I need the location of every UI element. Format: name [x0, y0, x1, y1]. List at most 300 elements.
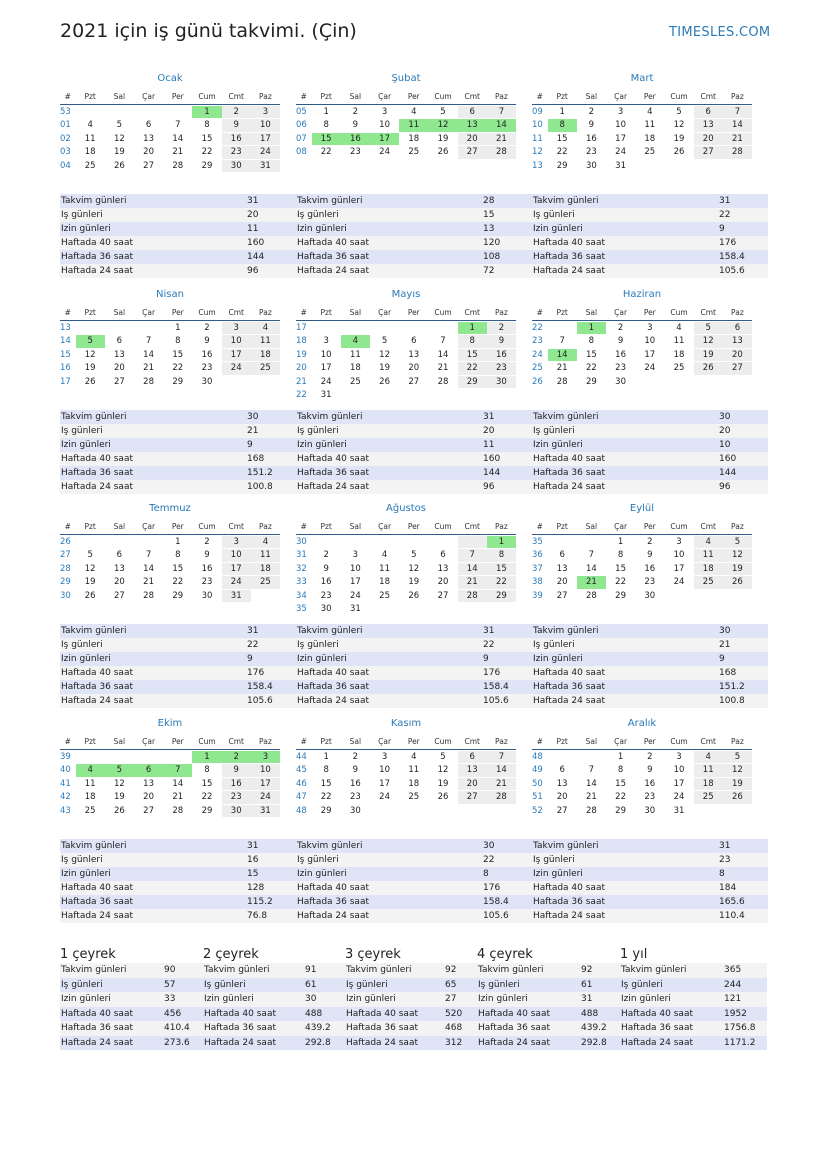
month-stats: [60, 839, 296, 923]
day-cell: 16: [487, 349, 516, 362]
stat-value: 15: [247, 869, 259, 879]
week-row: [60, 146, 280, 160]
day-cell: 5: [116, 120, 123, 130]
month-calendar: [60, 717, 280, 818]
weekday-label: Çar: [378, 91, 392, 101]
week-number: 30: [296, 536, 307, 547]
stat-row: [296, 250, 532, 264]
day-cell: 17: [644, 349, 656, 360]
week-number: 13: [60, 322, 71, 333]
day-cell: 21: [585, 792, 597, 802]
day-cell: 7: [487, 106, 516, 119]
day-cell: [76, 536, 105, 549]
week-row: [296, 146, 516, 160]
day-cell: 23: [585, 147, 597, 157]
day-cell: [341, 322, 370, 335]
day-cell: 28: [143, 376, 154, 387]
stat-value: 96: [483, 482, 495, 492]
day-cell: 17: [349, 577, 361, 587]
stat-row: [532, 236, 768, 250]
stat-value: 9: [719, 224, 725, 234]
stat-row: [296, 208, 532, 222]
stat-label: İzin günleri: [61, 654, 111, 664]
stat-row: [532, 666, 768, 680]
stat-label: Haftada 24 saat: [346, 1037, 418, 1048]
weekday-label: Çar: [378, 736, 392, 746]
stat-value: 16: [247, 855, 259, 865]
day-cell: 26: [437, 792, 449, 802]
stat-row: [203, 992, 345, 1007]
stat-value: 31: [247, 841, 259, 851]
stat-value: 144: [247, 252, 265, 262]
weekday-label: Per: [643, 307, 656, 317]
day-cell: 12: [379, 349, 390, 360]
day-cell: 8: [323, 120, 329, 130]
month-stats: [296, 410, 532, 494]
day-cell: 13: [458, 119, 487, 132]
day-cell: 15: [172, 349, 184, 360]
day-cell: 14: [143, 563, 154, 574]
stat-row: [620, 963, 767, 978]
stat-label: Takvim günleri: [297, 841, 363, 851]
day-cell: [134, 322, 163, 335]
week-number: 27: [60, 550, 71, 560]
day-cell: 22: [487, 576, 516, 589]
week-number: 32: [296, 563, 307, 574]
day-cell: [105, 751, 134, 764]
week-number: 20: [296, 363, 307, 373]
stat-row: [60, 839, 296, 853]
stat-label: Haftada 36 saat: [478, 1023, 550, 1034]
weekday-label: Per: [407, 521, 420, 531]
day-cell: [399, 322, 428, 335]
stat-row: [296, 853, 532, 867]
day-cell: [723, 590, 752, 603]
stat-label: İş günleri: [346, 979, 388, 990]
stat-row: [345, 992, 477, 1007]
day-cell: 28: [585, 805, 597, 816]
day-cell: 27: [437, 590, 449, 601]
day-cell: 6: [559, 765, 565, 775]
stat-label: Takvim günleri: [204, 965, 270, 976]
week-number: 40: [60, 765, 71, 775]
day-cell: 26: [113, 160, 125, 171]
day-cell: 10: [615, 120, 626, 130]
stat-row: [60, 853, 296, 867]
day-cell: 22: [615, 577, 626, 587]
day-cell: [370, 805, 399, 818]
day-cell: 15: [615, 563, 626, 574]
weekday-label: Cmt: [464, 736, 480, 746]
stat-value: 410.4: [164, 1023, 190, 1034]
month-calendar: [60, 72, 280, 173]
weekday-label: Paz: [495, 521, 508, 531]
day-cell: 15: [556, 133, 568, 144]
day-cell: [487, 805, 516, 818]
stat-label: Haftada 36 saat: [61, 1023, 133, 1034]
stat-label: İzin günleri: [297, 654, 347, 664]
stat-value: 176: [483, 883, 501, 893]
stat-label: İş günleri: [297, 855, 339, 865]
stat-row: [296, 638, 532, 652]
stat-value: 31: [719, 196, 731, 206]
week-row: [532, 146, 752, 160]
week-number: 35: [296, 604, 307, 614]
month-name: Mart: [630, 73, 654, 84]
brand-link[interactable]: TIMESLES.COM: [669, 25, 771, 40]
day-cell: 8: [323, 765, 329, 775]
day-cell: 17: [673, 778, 685, 789]
day-cell: 30: [201, 376, 213, 387]
day-cell: 20: [143, 792, 154, 802]
month-9: [532, 502, 752, 603]
day-cell: 14: [585, 778, 597, 789]
day-cell: 29: [615, 590, 626, 601]
stat-label: Takvim günleri: [297, 196, 363, 206]
day-cell: 24: [251, 791, 280, 804]
weekday-header: [296, 520, 516, 535]
day-cell: 21: [172, 147, 184, 157]
week-row: [532, 375, 752, 389]
week-row: [296, 750, 516, 764]
weekday-label: Per: [643, 736, 656, 746]
week-number: 02: [60, 133, 71, 144]
day-cell: 1: [458, 322, 487, 335]
month-11: [296, 717, 516, 818]
week-number: 52: [532, 805, 543, 816]
day-cell: 2: [352, 751, 359, 762]
month-calendar: [532, 288, 752, 389]
day-cell: [577, 751, 606, 764]
week-number: 22: [296, 390, 307, 400]
stat-row: [60, 909, 296, 923]
day-cell: 17: [320, 363, 332, 373]
stat-row: [477, 992, 620, 1007]
day-cell: 16: [644, 563, 656, 574]
day-cell: 6: [458, 751, 487, 764]
day-cell: [428, 603, 457, 616]
day-cell: 23: [201, 363, 213, 373]
stat-row: [345, 1021, 477, 1036]
stat-row: [296, 236, 532, 250]
day-cell: 13: [556, 563, 568, 574]
month-stats: [532, 839, 768, 923]
day-cell: 20: [556, 792, 568, 802]
stat-row: [296, 652, 532, 666]
week-number: 47: [296, 792, 307, 802]
day-cell: 5: [87, 550, 93, 560]
weekday-label: Pzt: [320, 521, 332, 531]
week-row: [532, 535, 752, 549]
stat-row: [60, 438, 296, 452]
stat-label: Haftada 24 saat: [297, 482, 369, 492]
week-row: [296, 389, 516, 403]
day-cell: 29: [487, 590, 516, 603]
weekday-label: Cum: [434, 307, 452, 317]
stat-label: İzin günleri: [478, 994, 528, 1005]
day-cell: 28: [585, 590, 597, 601]
week-row: [532, 562, 752, 576]
weekday-label: Per: [171, 521, 184, 531]
day-cell: 12: [428, 119, 457, 132]
month-name: Temmuz: [149, 503, 191, 514]
stat-value: 244: [724, 979, 742, 990]
day-cell: 3: [617, 106, 624, 117]
day-cell: 2: [204, 322, 210, 333]
stat-row: [477, 1036, 620, 1051]
stat-label: İzin günleri: [533, 440, 583, 450]
stat-value: 65: [445, 979, 457, 990]
week-number: 42: [60, 792, 71, 802]
week-number: 33: [296, 577, 307, 587]
day-cell: 28: [487, 791, 516, 804]
month-calendar: [296, 288, 516, 402]
day-cell: [105, 322, 134, 335]
week-row: [60, 105, 280, 119]
stat-label: Haftada 36 saat: [61, 897, 133, 907]
day-cell: 8: [487, 549, 516, 562]
day-cell: 30: [585, 160, 597, 171]
day-cell: 9: [352, 765, 359, 775]
stat-value: 292.8: [305, 1037, 331, 1048]
day-cell: 15: [312, 133, 341, 146]
day-cell: 20: [723, 349, 752, 362]
day-cell: 30: [615, 376, 626, 387]
day-cell: [370, 603, 399, 616]
stat-label: Takvim günleri: [61, 626, 127, 636]
day-cell: [458, 603, 487, 616]
day-cell: 1: [617, 751, 624, 762]
day-cell: [428, 389, 457, 402]
day-cell: 11: [251, 549, 280, 562]
stat-value: 91: [305, 965, 317, 976]
weekday-label: Çar: [142, 91, 156, 101]
day-cell: 6: [723, 322, 752, 335]
week-row: [60, 576, 280, 590]
week-number: 28: [60, 563, 71, 574]
day-cell: [635, 376, 664, 389]
weekday-label: Pzt: [556, 521, 568, 531]
stat-row: [532, 410, 768, 424]
stat-value: 9: [719, 654, 725, 664]
stat-row: [60, 236, 296, 250]
day-cell: 17: [673, 563, 685, 574]
stat-row: [60, 480, 296, 494]
stat-value: 9: [247, 440, 253, 450]
day-cell: 13: [143, 778, 154, 789]
stat-value: 8: [483, 869, 489, 879]
day-cell: 19: [84, 363, 96, 373]
stat-value: 160: [247, 238, 265, 248]
stat-label: Haftada 24 saat: [61, 911, 133, 921]
stat-row: [60, 666, 296, 680]
day-cell: 26: [694, 362, 723, 375]
stat-row: [532, 652, 768, 666]
day-cell: 19: [379, 363, 390, 373]
stat-label: Haftada 40 saat: [61, 454, 133, 464]
week-number: 31: [296, 550, 307, 560]
month-name: Ekim: [157, 718, 183, 729]
day-cell: 13: [408, 349, 420, 360]
stat-row: [203, 978, 345, 993]
weekday-label: Cmt: [464, 521, 480, 531]
stat-label: İş günleri: [533, 426, 575, 436]
day-cell: 9: [487, 335, 516, 348]
week-number: 07: [296, 133, 307, 144]
week-number: 17: [60, 376, 71, 387]
weekday-label: #: [300, 91, 307, 101]
day-cell: 12: [408, 563, 420, 574]
stat-label: İzin günleri: [61, 440, 111, 450]
stat-value: 292.8: [581, 1037, 607, 1048]
stat-value: 121: [724, 994, 742, 1005]
day-cell: 21: [723, 133, 752, 146]
day-cell: 6: [145, 120, 152, 130]
month-calendar: [532, 502, 752, 603]
week-row: [296, 576, 516, 590]
weekday-header: [60, 520, 280, 535]
week-row: [296, 105, 516, 119]
stat-label: İzin günleri: [61, 224, 111, 234]
day-cell: 27: [458, 791, 487, 804]
day-cell: 17: [222, 563, 251, 576]
day-cell: 2: [647, 536, 653, 547]
day-cell: 24: [251, 146, 280, 159]
day-cell: 18: [673, 349, 685, 360]
stat-row: [60, 466, 296, 480]
day-cell: [664, 160, 693, 173]
weekday-label: #: [64, 521, 71, 531]
weekday-label: Pzt: [84, 307, 96, 317]
stat-value: 8: [719, 869, 725, 879]
weekday-label: Sal: [349, 91, 362, 101]
weekday-label: Cum: [670, 736, 688, 746]
week-number: 39: [60, 751, 71, 762]
day-cell: 28: [487, 146, 516, 159]
stat-label: İzin günleri: [61, 994, 111, 1005]
stat-value: 115.2: [247, 897, 273, 907]
stat-label: İzin günleri: [621, 994, 671, 1005]
stat-row: [296, 881, 532, 895]
month-stats: [532, 194, 768, 278]
week-number: 16: [60, 363, 71, 373]
day-cell: 22: [615, 792, 626, 802]
day-cell: 5: [723, 536, 752, 549]
stat-label: Haftada 24 saat: [61, 482, 133, 492]
stat-value: 20: [247, 210, 259, 220]
day-cell: 15: [615, 778, 626, 789]
stat-value: 22: [719, 210, 731, 220]
day-cell: [723, 805, 752, 818]
day-cell: 22: [556, 147, 568, 157]
weekday-label: Cmt: [464, 307, 480, 317]
day-cell: 27: [694, 146, 723, 159]
month-stats: [60, 194, 296, 278]
stat-row: [532, 424, 768, 438]
stat-label: Haftada 24 saat: [533, 482, 605, 492]
day-cell: 1: [192, 751, 221, 764]
day-cell: [163, 106, 192, 119]
day-cell: 19: [673, 133, 685, 144]
day-cell: 5: [76, 335, 105, 348]
day-cell: [341, 536, 370, 549]
day-cell: 22: [172, 363, 184, 373]
stat-row: [60, 208, 296, 222]
week-number: 30: [60, 590, 71, 601]
stat-row: [296, 867, 532, 881]
stat-row: [296, 424, 532, 438]
day-cell: 21: [487, 133, 516, 146]
stat-row: [345, 978, 477, 993]
week-row: [60, 119, 280, 133]
day-cell: 4: [694, 751, 723, 764]
quarter-title: 1 yıl: [620, 947, 648, 962]
day-cell: 29: [201, 805, 213, 816]
day-cell: 30: [222, 160, 251, 173]
day-cell: [723, 160, 752, 173]
day-cell: 10: [379, 765, 390, 775]
stat-row: [532, 466, 768, 480]
day-cell: 9: [323, 563, 329, 574]
day-cell: 1: [487, 536, 516, 549]
stat-value: 11: [483, 440, 495, 450]
day-cell: 31: [251, 160, 280, 173]
day-cell: 26: [84, 376, 96, 387]
weekday-label: Çar: [142, 736, 156, 746]
month-calendar: [296, 72, 516, 159]
stat-label: Haftada 24 saat: [297, 911, 369, 921]
week-row: [60, 362, 280, 376]
week-row: [60, 335, 280, 349]
stat-label: Haftada 36 saat: [61, 252, 133, 262]
stat-label: Haftada 36 saat: [297, 468, 369, 478]
day-cell: 8: [548, 119, 577, 132]
day-cell: 21: [577, 576, 606, 589]
stat-label: Haftada 40 saat: [297, 238, 369, 248]
day-cell: 5: [723, 751, 752, 764]
stat-label: İş günleri: [61, 855, 103, 865]
quarter-1: [60, 946, 203, 1050]
stat-label: Takvim günleri: [621, 965, 687, 976]
day-cell: 22: [201, 147, 213, 157]
day-cell: 14: [143, 349, 154, 360]
day-cell: 18: [694, 778, 723, 791]
stat-row: [60, 638, 296, 652]
day-cell: 13: [556, 778, 568, 789]
weekday-label: Per: [171, 736, 184, 746]
stat-label: Haftada 40 saat: [297, 668, 369, 678]
stat-value: 21: [719, 640, 731, 650]
day-cell: 20: [437, 577, 449, 587]
stat-label: Takvim günleri: [61, 841, 127, 851]
day-cell: [694, 160, 723, 173]
week-number: 18: [296, 336, 307, 346]
week-number: 45: [296, 765, 307, 775]
day-cell: 1: [175, 536, 181, 547]
weekday-label: Pzt: [84, 521, 96, 531]
stat-value: 365: [724, 965, 742, 976]
day-cell: 19: [84, 577, 96, 587]
day-cell: 11: [84, 133, 96, 144]
day-cell: 1: [617, 536, 624, 547]
stat-row: [203, 1036, 345, 1051]
day-cell: 26: [723, 791, 752, 804]
day-cell: 12: [694, 335, 723, 348]
day-cell: 9: [222, 764, 251, 777]
stat-label: İş günleri: [297, 426, 339, 436]
week-row: [532, 132, 752, 146]
day-cell: 14: [548, 349, 577, 362]
